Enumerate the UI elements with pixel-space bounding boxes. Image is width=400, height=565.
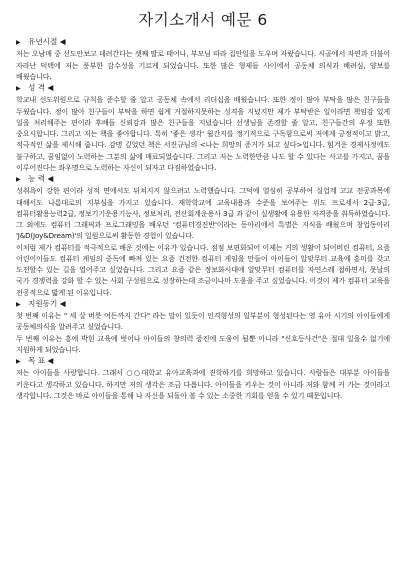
section-heading-label: 능 력 ◀ [28, 174, 54, 184]
section-paragraph: 저는 오남매 중 선도안보고 데려간다는 셋째 딸로 태어나, 부모님 따라 집안일을 도우며 자랐습니다. 시골에서 자연과 더불어 자라난 덕택에 저는 풍부한 감수성을 기르게 되었습니다. 또한 많은 형제들 사이에서 공동체 의식과 배려심, 양보를 배웠습니다. [16, 49, 390, 81]
section-childhood [16, 36, 390, 82]
triangle-bullet-icon: ▶ [16, 85, 21, 93]
section-heading [16, 82, 390, 94]
triangle-bullet-icon: ▶ [16, 176, 21, 184]
section-personality [16, 82, 390, 173]
document-title: 자기소개서 예문 6 [138, 11, 268, 29]
section-heading-label: 목 표 ◀ [28, 356, 54, 366]
triangle-bullet-icon: ▶ [16, 300, 21, 308]
section-paragraph: 이처럼 제가 컴퓨터를 적극적으로 배운 것에는 이유가 있습니다. 점점 보편화되어 이제는 거의 생활이 되어버린 컴퓨터, 요즘 어린이이들도 컴퓨터 게임의 중독에 빠져 있는 요즘 건전한 컴퓨터 게임을 만들어 아이들이 알맞무터 교육에 흥미를 갖고 도전할수 있는 길을 열어주고 싶었습니다. 그리고 요즘 같은 정보화시대에 알맞무터 컴퓨터를 자연스레 접하면서, 못날의 국가 경쟁력을 강화 할 수 있는 사회 구성원으로 성장하는데 조금이나마 도움을 주고 싶었습니다. 이것이 제가 컴퓨터 교육을 전공적으로 밟게 된 이유입니다. [16, 242, 390, 297]
section-paragraph: 두 번째 이유는 흥에 박힌 교육에 벗어나 아이들의 창의력 증진에 도움이 될뿐 아니라 "신호등사건"은 절대 일을수 없기에 지원하게 되었습니다. [16, 333, 390, 354]
section-heading [16, 36, 390, 48]
section-goal [16, 355, 390, 401]
section-heading [16, 298, 390, 310]
section-heading [16, 355, 390, 367]
section-ability [16, 173, 390, 298]
section-heading [16, 173, 390, 185]
triangle-bullet-icon: ▶ [16, 39, 21, 46]
section-paragraph: 학교내 선도위원으로 규칙을 준수할 줄 알고 공동체 속에서 리더십을 배웠습니다. 또한 정이 많아 부탁을 많은 친구들을 두웠습니다. 정이 많아 친구들이 부탁을 하면 쉽게 거절하지못하는 성격을 지녔지만 제가 부탁받은 일이라면 책임감 있게 일을 처리해주는 편이라 후배들 신뢰감과 많은 친구들을 지녔습니다 선생님을 존경할 줄 알고, 친구들간의 우정 또한 중요시합니다. 그리고 저는 책을 좋아합니다. 특히 '좋은 생각' 월간지를 정기적으로 구독함으로써 저에게 긍정적이고 밝고, 적극적인 삶을 제시해 줍니다. 감명 깊었던 책은 서진규님의 <나는 희망의 증거가 되고 싶다>입니다. 힘겨운 경제사정에도 불구하고, 꿈임없이 노력하는 그분의 삶에 매료되었습니다. 그리고 저는 노력한만큼 나도 할 수 있다는 사고를 가지고, 꿈을 이루어진다는 좌우명으로 노력하는 자신이 되자고 다짐하였습니다. [16, 95, 390, 172]
section-heading-label: 성 격 ◀ [28, 83, 54, 93]
section-motivation [16, 298, 390, 355]
section-paragraph: 저는 아이들을 사랑합니다. 그래서 ○○대학교 유아교육과에 진학하기를 희망하고 있습니다. 사람들은 대부분 아이들을 키운다고 생각하고 있습니다. 하지만 저의 생각은 조금 다릅니다. 아이들을 키우는 것이 아니라 저와 함께 커 가는 것이라고 생각합니다. 그것은 바로 아이들을 통해 나 자신을 되돌아 볼 수 있는 소중한 기회를 얻을 수 있기 때문입니다. [16, 368, 390, 400]
section-heading-label: 유년시절 ◀ [28, 37, 66, 46]
section-paragraph: 성취욕이 강한 편이라 성적 면에서도 뒤쳐지지 않으려고 노력했습니다. 그덕에 열심히 공부하여 실업계 고교 전공과목에 대해서도 나름대로의 지부심을 가지고 있습니다. 재학학교에 교육내용과 수준을 보여주는 위도 프로세서 2급·3급, 컴퓨터활용능력2급, 정보기기운용기능사, 정보처리, 전산회계운용사 3급 과 같이 실생활에 유용한 자격증을 취득하였습니다. 그 외에도 컴퓨터 그래픽과 프로그래밍을 배우던 '컴퓨터경진반'이라는 동아리에서 특별은 지식을 배웠으며 창업동아리 'J&D(Joy&Dream)'의 일원으로써 활동한 경험이 있습니다. [16, 186, 390, 241]
triangle-bullet-icon: ▶ [16, 358, 21, 366]
section-paragraph: 첫 번째 이유는 " 세 살 버릇 여든까지 간다" 라는 말이 있듯이 인격형성의 일부분이 형성된다는 영 유아 시기의 아이들에게 공동체의식을 알려주고 싶었습니다. [16, 311, 390, 332]
section-heading-label: 지원동기 ◀ [28, 298, 66, 308]
